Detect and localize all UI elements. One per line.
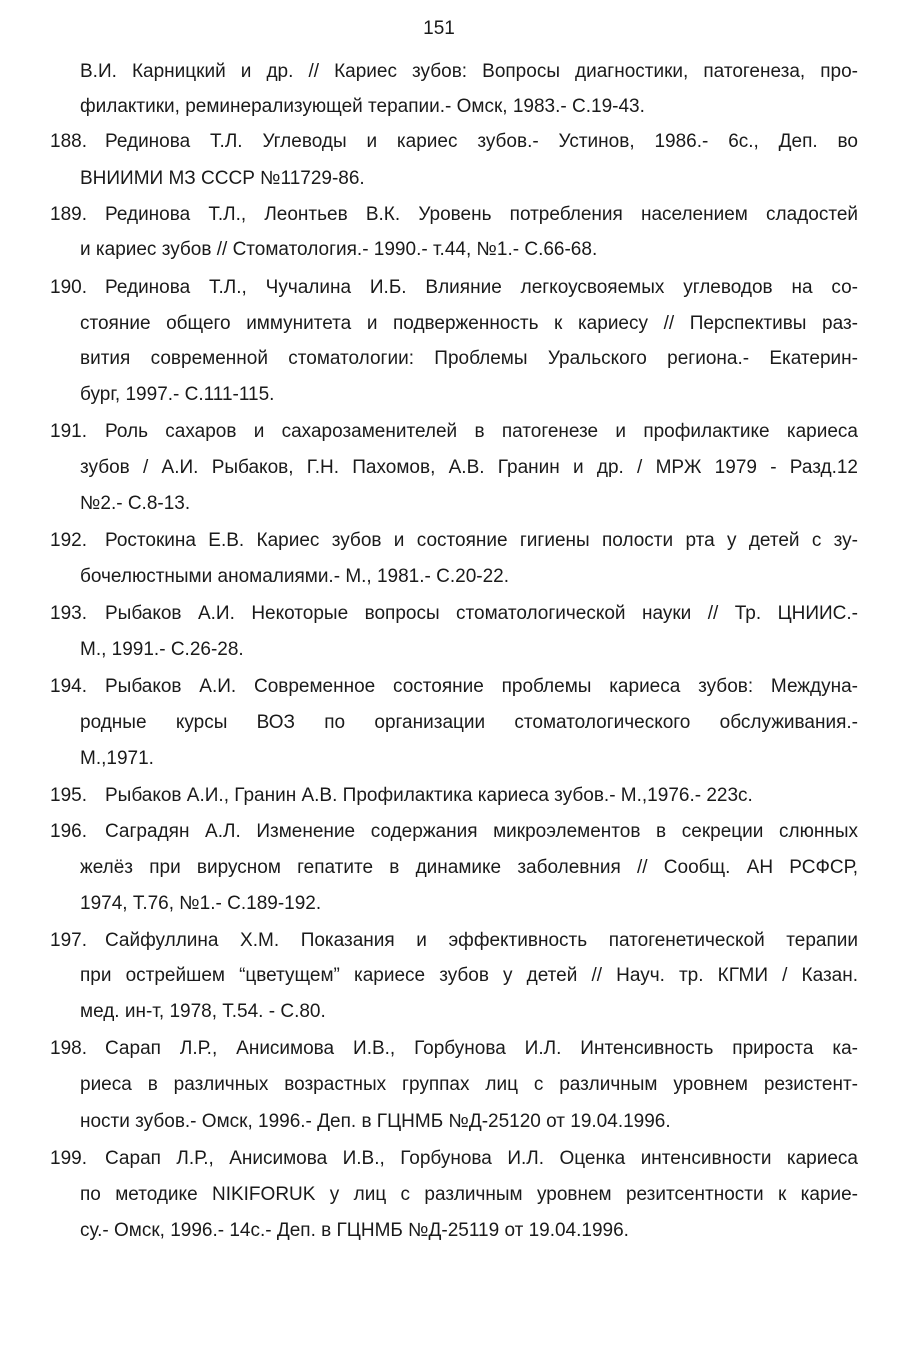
reference-line: Рыбаков А.И. Некоторые вопросы стоматологической науки // Тр. ЦНИИС.-	[105, 603, 858, 624]
reference-line: филактики, реминерализующей терапии.- Омск, 1983.- С.19-43.	[80, 96, 645, 117]
reference-line: и кариес зубов // Стоматология.- 1990.- т.44, №1.- С.66-68.	[80, 239, 598, 260]
reference-number: 192.	[50, 530, 87, 551]
reference-line: М.,1971.	[80, 748, 154, 769]
page-number: 151	[423, 18, 455, 39]
reference-number: 196.	[50, 821, 87, 842]
reference-line: М., 1991.- С.26-28.	[80, 639, 244, 660]
reference-line: 1974, Т.76, №1.- С.189-192.	[80, 893, 322, 914]
reference-line: родные курсы ВОЗ по организации стоматологического обслуживания.-	[80, 712, 858, 733]
reference-line: В.И. Карницкий и др. // Кариес зубов: Вопросы диагностики, патогенеза, про-	[80, 61, 858, 82]
reference-line: Сайфуллина Х.М. Показания и эффективность патогенетической терапии	[105, 930, 858, 951]
reference-line: №2.- С.8-13.	[80, 493, 191, 514]
reference-number: 199.	[50, 1148, 87, 1169]
reference-line: бург, 1997.- С.111-115.	[80, 384, 275, 405]
reference-number: 189.	[50, 204, 87, 225]
reference-line: по методике NIKIFORUK у лиц с различным уровнем резитсентности к карие-	[80, 1184, 858, 1205]
reference-line: мед. ин-т, 1978, Т.54. - С.80.	[80, 1001, 326, 1022]
reference-line: Рыбаков А.И., Гранин А.В. Профилактика кариеса зубов.- М.,1976.- 223с.	[105, 785, 753, 806]
reference-line: ности зубов.- Омск, 1996.- Деп. в ГЦНМБ №Д-25120 от 19.04.1996.	[80, 1111, 671, 1132]
reference-number: 190.	[50, 277, 87, 298]
reference-line: Роль сахаров и сахарозаменителей в патогенезе и профилактике кариеса	[105, 421, 858, 442]
reference-line: при острейшем “цветущем” кариесе зубов у детей // Науч. тр. КГМИ / Казан.	[80, 965, 858, 986]
reference-line: желёз при вирусном гепатите в динамике заболевния // Сообщ. АН РСФСР,	[80, 857, 858, 878]
reference-line: Сарап Л.Р., Анисимова И.В., Горбунова И.Л. Интенсивность прироста ка-	[105, 1038, 858, 1059]
reference-line: Рыбаков А.И. Современное состояние проблемы кариеса зубов: Междуна-	[105, 676, 858, 697]
reference-line: риеса в различных возрастных группах лиц с различным уровнем резистент-	[80, 1074, 858, 1095]
reference-line: Саградян А.Л. Изменение содержания микроэлементов в секреции слюнных	[105, 821, 858, 842]
reference-number: 197.	[50, 930, 87, 951]
reference-line: Рединова Т.Л., Чучалина И.Б. Влияние легкоусвояемых углеводов на со-	[105, 277, 858, 298]
reference-line: Сарап Л.Р., Анисимова И.В., Горбунова И.Л. Оценка интенсивности кариеса	[105, 1148, 858, 1169]
reference-line: зубов / А.И. Рыбаков, Г.Н. Пахомов, А.В. Гранин и др. / МРЖ 1979 - Разд.12	[80, 457, 858, 478]
reference-line: Ростокина Е.В. Кариес зубов и состояние гигиены полости рта у детей с зу-	[105, 530, 858, 551]
reference-line: ВНИИМИ МЗ СССР №11729-86.	[80, 168, 365, 189]
reference-number: 193.	[50, 603, 87, 624]
reference-number: 198.	[50, 1038, 87, 1059]
reference-line: стояние общего иммунитета и подверженность к кариесу // Перспективы раз-	[80, 313, 858, 334]
reference-line: су.- Омск, 1996.- 14с.- Деп. в ГЦНМБ №Д-25119 от 19.04.1996.	[80, 1220, 629, 1241]
reference-number: 191.	[50, 421, 87, 442]
reference-line: бочелюстными аномалиями.- М., 1981.- С.20-22.	[80, 566, 510, 587]
reference-line: вития современной стоматологии: Проблемы Уральского региона.- Екатерин-	[80, 348, 858, 369]
reference-line: Рединова Т.Л., Леонтьев В.К. Уровень потребления населением сладостей	[105, 204, 858, 225]
reference-line: Рединова Т.Л. Углеводы и кариес зубов.- Устинов, 1986.- 6с., Деп. во	[105, 131, 858, 152]
reference-number: 194.	[50, 676, 87, 697]
reference-number: 188.	[50, 131, 87, 152]
reference-number: 195.	[50, 785, 87, 806]
